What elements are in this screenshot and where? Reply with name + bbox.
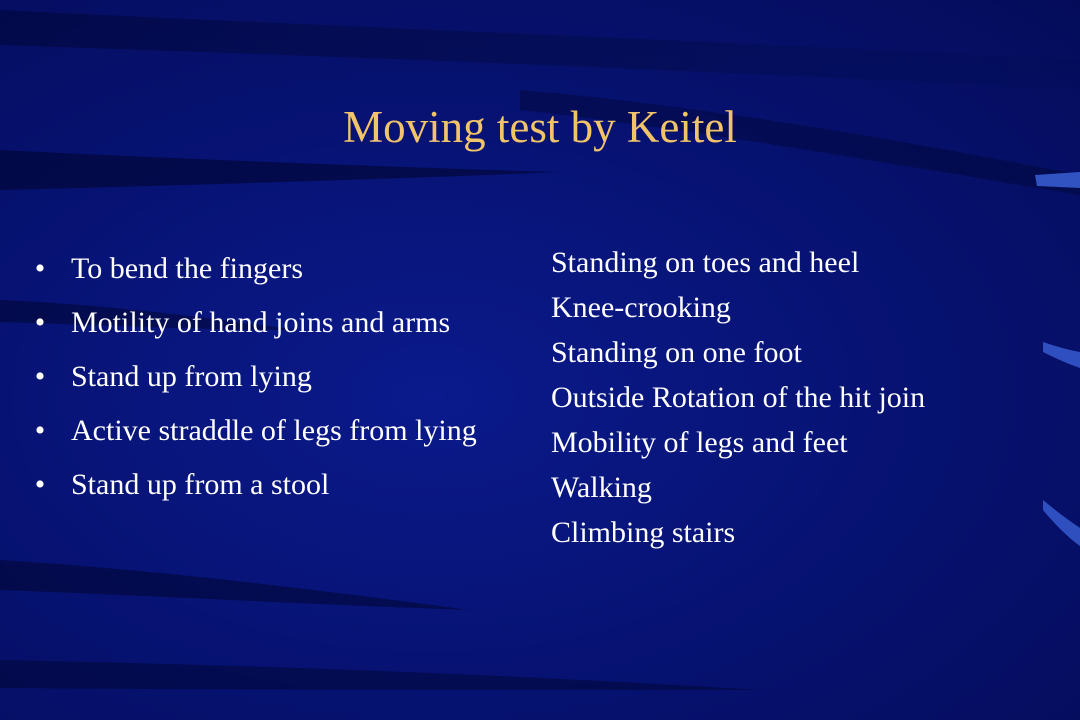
left-bullet-list bbox=[30, 248, 500, 518]
bullet-icon: • bbox=[34, 414, 46, 447]
list-item-text: To bend the fingers bbox=[71, 252, 304, 285]
slide-title: Moving test by Keitel bbox=[343, 102, 737, 152]
right-list-line: Outside Rotation of the hit join bbox=[551, 381, 926, 414]
list-item bbox=[30, 248, 500, 289]
right-list-line: Knee-crooking bbox=[551, 291, 731, 324]
right-text-list bbox=[551, 240, 1061, 555]
list-item-text: Motility of hand joins and arms bbox=[71, 306, 451, 339]
right-list-line: Standing on one foot bbox=[551, 336, 802, 369]
list-item bbox=[30, 302, 500, 343]
list-item bbox=[30, 356, 500, 397]
right-list-line: Standing on toes and heel bbox=[551, 246, 860, 279]
list-item-text: Active straddle of legs from lying bbox=[71, 414, 477, 447]
list-item bbox=[30, 464, 500, 505]
list-item-text: Stand up from lying bbox=[71, 360, 312, 393]
list-item bbox=[30, 410, 500, 451]
right-list-line: Climbing stairs bbox=[551, 516, 736, 549]
bullet-icon: • bbox=[34, 468, 46, 501]
bullet-icon: • bbox=[34, 252, 46, 285]
list-item-text: Stand up from a stool bbox=[71, 468, 330, 501]
bullet-icon: • bbox=[34, 306, 46, 339]
bullet-icon: • bbox=[34, 360, 46, 393]
right-list-line: Mobility of legs and feet bbox=[551, 426, 848, 459]
right-list-line: Walking bbox=[551, 471, 652, 504]
